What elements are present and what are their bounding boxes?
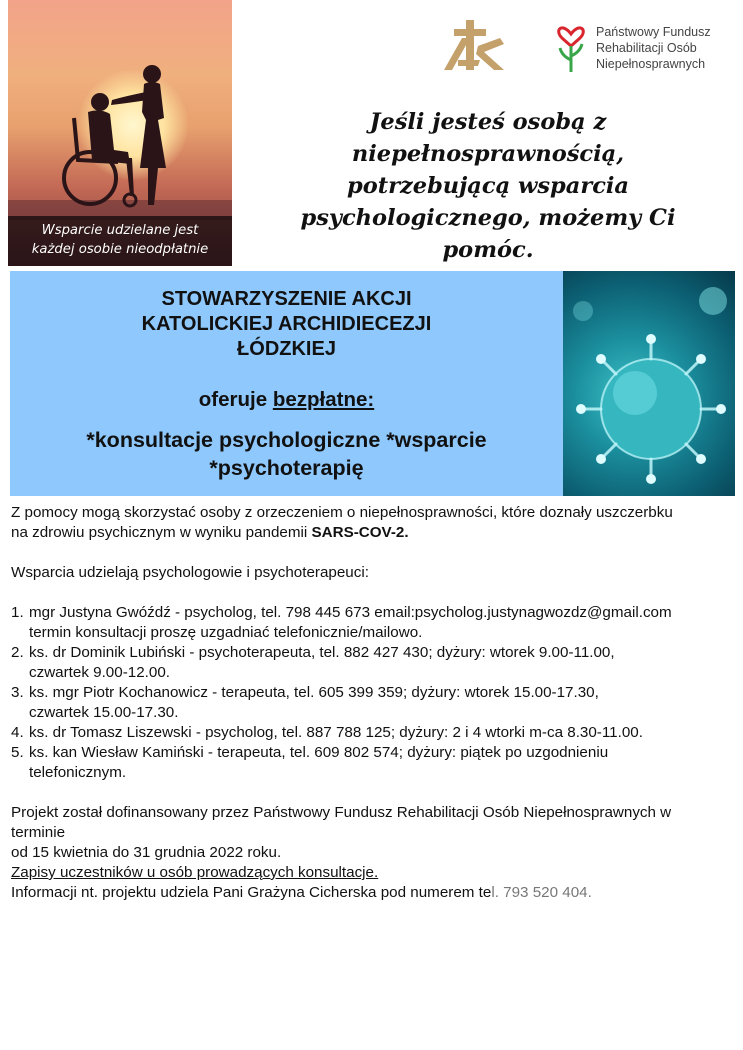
association-name (10, 287, 563, 362)
provider-line: czwartek 15.00-17.30. (29, 704, 179, 721)
provider-line: mgr Justyna Gwóźdź - psycholog, tel. 798 445 673 email:psycholog.justynagwozdz@gmail.com (29, 604, 672, 621)
funding-period: od 15 kwietnia do 31 grudnia 2022 roku. (11, 844, 282, 861)
intro-line: Z pomocy mogą skorzystać osoby z orzeczeniem o niepełnosprawności, które doznały uszczerbku (11, 504, 673, 521)
provider-line: czwartek 9.00-12.00. (29, 664, 170, 681)
pfron-name-line: Niepełnosprawnych (596, 57, 706, 71)
pfron-name-line: Rehabilitacji Osób (596, 41, 697, 55)
pandemic-name: SARS-COV-2. (311, 524, 409, 541)
services-list (10, 426, 563, 482)
list-number: 3. (11, 684, 24, 701)
list-item (11, 723, 736, 743)
intro-line (11, 523, 736, 543)
headline-line: potrzebującą wsparcia (346, 173, 630, 199)
virus-image (563, 271, 735, 496)
provider-line: ks. kan Wiesław Kamiński - terapeuta, tel. 609 802 574; dyżury: piątek po uzgodnieniu (29, 744, 609, 761)
pfron-heart-flower-icon (556, 16, 586, 74)
pfron-name-line: Państwowy Fundusz (596, 25, 711, 39)
provider-line: termin konsultacji proszę uzgadniać telefonicznie/mailowo. (29, 624, 423, 641)
photo-caption-line: Wsparcie udzielane jest (41, 223, 199, 238)
body-text (11, 503, 736, 903)
offer-line (10, 387, 563, 413)
contact-phone: l. 793 520 404. (491, 884, 592, 901)
list-number: 2. (11, 644, 24, 661)
intro-text: na zdrowiu psychicznym w wyniku pandemii (11, 524, 312, 541)
contact-text: Informacji nt. projektu udziela Pani Grażyna Cicherska pod numerem te (11, 884, 492, 901)
photo-caption (8, 216, 232, 266)
contact-info (11, 883, 736, 903)
headline-line: pomóc. (442, 237, 534, 263)
ak-logo-icon (440, 20, 504, 70)
list-item (11, 603, 736, 643)
list-item (11, 743, 736, 783)
funding-line: terminie (11, 824, 66, 841)
offer-free-label: bezpłatne: (272, 388, 375, 411)
association-name-line: STOWARZYSZENIE AKCJI (161, 288, 412, 310)
offer-banner (10, 271, 563, 496)
provider-line: ks. dr Tomasz Liszewski - psycholog, tel. 887 788 125; dyżury: 2 i 4 wtorki m-ca 8.30-11.00. (29, 724, 643, 741)
association-name-line: KATOLICKIEJ ARCHIDIECEZJI (141, 313, 432, 335)
list-number: 5. (11, 744, 24, 761)
support-heading: Wsparcia udzielają psychologowie i psychoterapeuci: (11, 564, 369, 581)
association-name-line: ŁÓDZKIEJ (237, 338, 336, 360)
headline (262, 106, 714, 266)
list-item (11, 643, 736, 683)
funding-line: Projekt został dofinansowany przez Państwowy Fundusz Rehabilitacji Osób Niepełnosprawnych w (11, 804, 672, 821)
headline-line: niepełnosprawnością, (351, 141, 625, 167)
services-line: *konsultacje psychologiczne *wsparcie (86, 428, 487, 452)
provider-line: ks. dr Dominik Lubiński - psychoterapeuta, tel. 882 427 430; dyżury: wtorek 9.00-11.00, (29, 644, 615, 661)
provider-line: ks. mgr Piotr Kochanowicz - terapeuta, tel. 605 399 359; dyżury: wtorek 15.00-17.30, (29, 684, 599, 701)
pfron-name (596, 24, 711, 72)
hero-photo (8, 0, 232, 266)
headline-line: Jeśli jesteś osobą z (369, 109, 607, 135)
services-line: *psychoterapię (209, 456, 364, 480)
photo-caption-line: każdej osobie nieodpłatnie (31, 242, 209, 257)
virus-illustration (563, 271, 735, 496)
list-number: 1. (11, 604, 24, 621)
list-number: 4. (11, 724, 24, 741)
offer-prefix: oferuje (198, 388, 273, 411)
provider-line: telefonicznym. (29, 764, 127, 781)
registration-note: Zapisy uczestników u osób prowadzących konsultacje. (11, 864, 379, 881)
list-item (11, 683, 736, 723)
headline-line: psychologicznego, możemy Ci (300, 205, 676, 231)
